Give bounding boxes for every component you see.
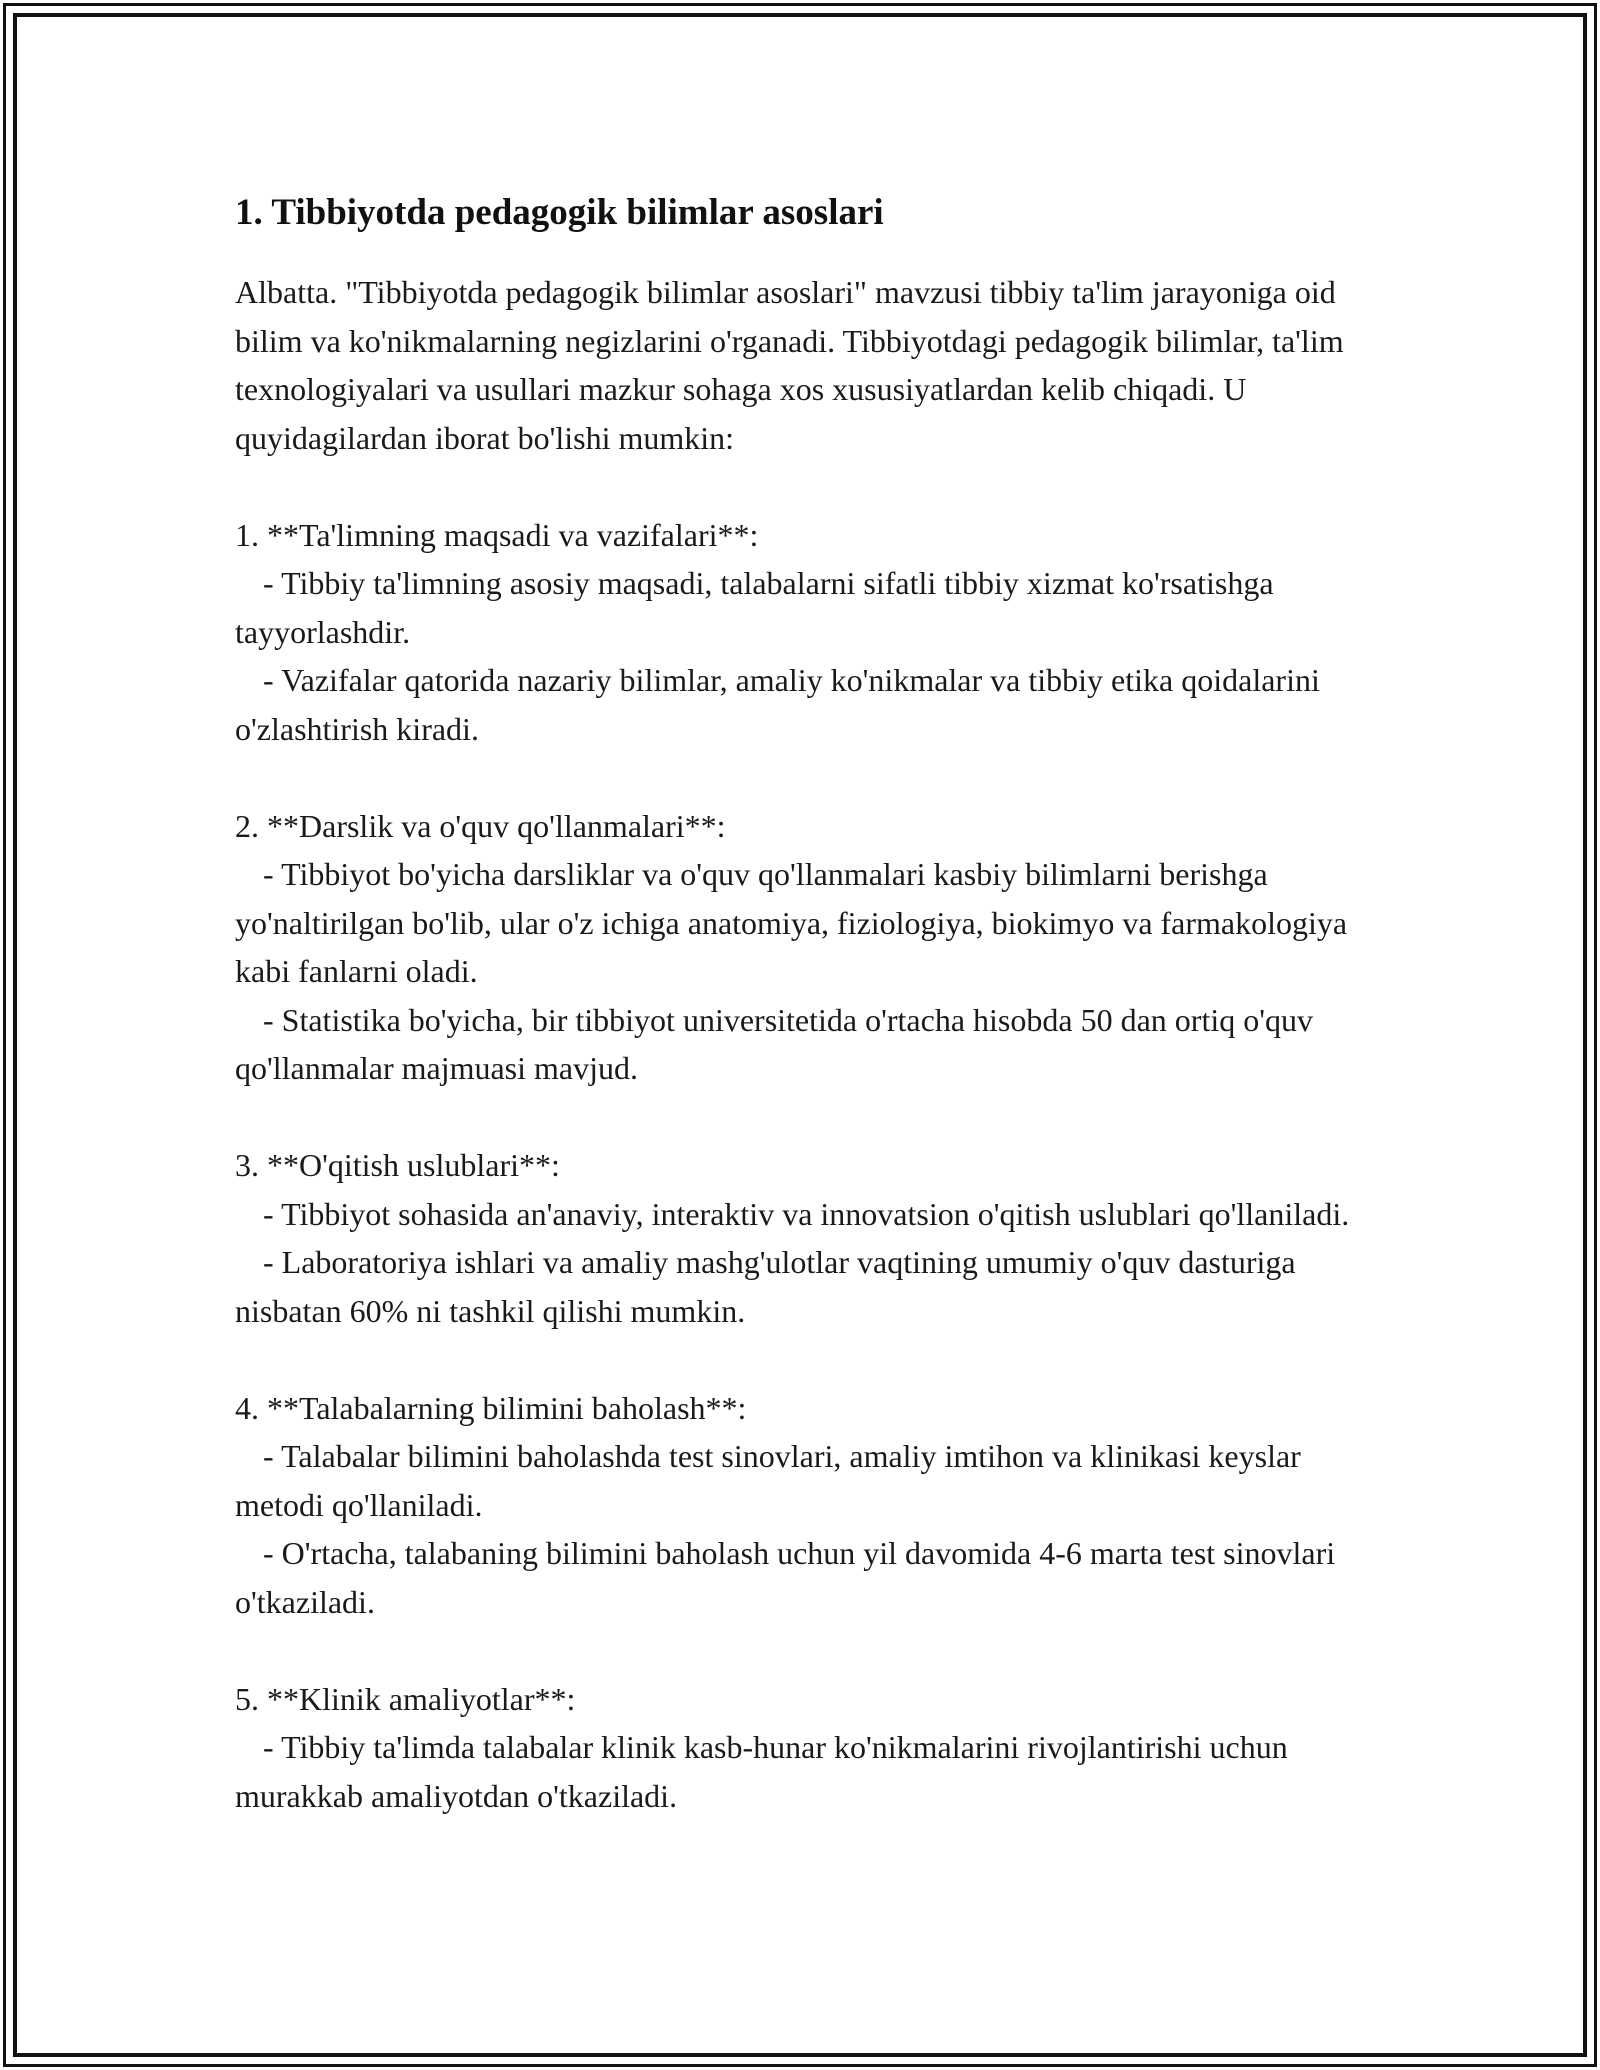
section-4 (235, 1384, 1385, 1627)
section-heading: 1. **Ta'limning maqsadi va vazifalari**: (235, 516, 759, 553)
bullet-item: - Tibbiyot sohasida an'anaviy, interaktiv va innovatsion o'qitish uslublari qo'llaniladi. (263, 1195, 1350, 1232)
section-heading: 5. **Klinik amaliyotlar**: (235, 1680, 576, 1717)
section-3 (235, 1141, 1385, 1335)
bullet-item: - Tibbiy ta'limning asosiy maqsadi, talabalarni sifatli tibbiy xizmat ko'rsatishga tayyorlashdir. (235, 565, 1274, 650)
section-1 (235, 511, 1385, 754)
intro-paragraph: Albatta. "Tibbiyotda pedagogik bilimlar asoslari" mavzusi tibbiy ta'lim jarayoniga oid bilim va ko'nikmalarning negizlarini o'rganadi. Tibbiyotdagi pedagogik bilimlar, ta'lim texnologiyalari va usullari mazkur sohaga xos xususiyatlardan kelib chiqadi. U quyidagilardan iborat bo'lishi mumkin: (235, 274, 1344, 456)
section-2 (235, 802, 1385, 1093)
section-heading: 4. **Talabalarning bilimini baholash**: (235, 1389, 747, 1426)
spacer (235, 1335, 1385, 1384)
spacer (235, 462, 1385, 511)
section-5 (235, 1675, 1385, 1821)
bullet-item: - Statistika bo'yicha, bir tibbiyot universitetida o'rtacha hisobda 50 dan ortiq o'quv qo'llanmalar majmuasi mavjud. (235, 1001, 1313, 1086)
bullet-item: - Tibbiy ta'limda talabalar klinik kasb-hunar ko'nikmalarini rivojlantirishi uchun murakkab amaliyotdan o'tkaziladi. (235, 1729, 1288, 1814)
spacer (235, 1093, 1385, 1142)
document-body (235, 188, 1385, 1820)
spacer (235, 753, 1385, 802)
bullet-item: - Vazifalar qatorida nazariy bilimlar, amaliy ko'nikmalar va tibbiy etika qoidalarini o'zlashtirish kiradi. (235, 662, 1320, 747)
document-title: 1. Tibbiyotda pedagogik bilimlar asoslari (235, 192, 884, 233)
bullet-item: - Talabalar bilimini baholashda test sinovlari, amaliy imtihon va klinikasi keyslar metodi qo'llaniladi. (235, 1438, 1301, 1523)
section-heading: 3. **O'qitish uslublari**: (235, 1147, 560, 1183)
section-heading: 2. **Darslik va o'quv qo'llanmalari**: (235, 807, 726, 844)
bullet-item: - Laboratoriya ishlari va amaliy mashg'ulotlar vaqtining umumiy o'quv dasturiga nisbatan 60% ni tashkil qilishi mumkin. (235, 1244, 1296, 1329)
bullet-item: - O'rtacha, talabaning bilimini baholash uchun yil davomida 4-6 marta test sinovlari o'tkaziladi. (235, 1535, 1336, 1620)
spacer (235, 1626, 1385, 1675)
bullet-item: - Tibbiyot bo'yicha darsliklar va o'quv qo'llanmalari kasbiy bilimlarni berishga yo'naltirilgan bo'lib, ular o'z ichiga anatomiya, fiziologiya, biokimyo va farmakologiya kabi fanlarni oladi. (235, 856, 1348, 989)
